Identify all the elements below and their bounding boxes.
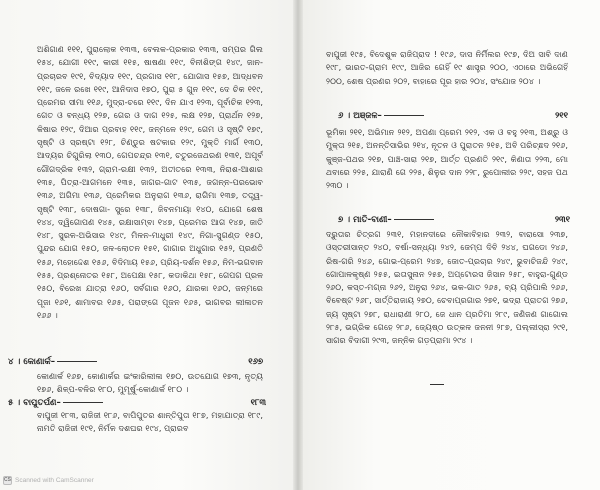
section-5-text: ବାପୁଜୀ ୧୮୩, ରାଜିଜୀ ୧୮୬, ବାପିପୁତର ଶାନ୍ତିପୁତା ୧୮୭, ମହାଯାତ୍ରା ୧୮୯, ନାମତି ରାଜିଜୀ ୧୯୧, ନିର୍ମଳ ଦଶଘର ୧୯୪, ପ୍ରାରବ <box>37 410 263 434</box>
section-5-page-number: ୧୮୩ <box>250 397 266 407</box>
section-6-heading <box>338 110 568 121</box>
section-4-heading <box>8 356 263 367</box>
section-4-title: ୪ । କୋଣାର୍କ– <box>8 357 97 367</box>
section-7-rule <box>394 219 434 220</box>
end-dash <box>430 384 444 385</box>
section-7-heading <box>338 214 570 225</box>
section-4-page-number: ୧୬୭ <box>248 356 263 366</box>
section-6-title: ୬ । ଅଞ୍ଜଳ– <box>338 111 424 121</box>
left-body-text: ଅଶିଗାଣ ୧୧୧, ପୁରାଲୋକ ୧୩୩, ବେଲକ-ପ୍ରକାର ୧୩୩, ସମ୍ପର ଗିଲ ୧୫୪, ଯୋଗୀ ୧୧୯, କାରୀ ୧୧୫, ଷାଷଣା ୧୧୯, ବିନୀଶିଙ୍ଗ ୧୪୯, ଜାନ-ପ୍ରଚାରବ ୧୯୧, ବିଦ୍ୟାଦ ୧୧୯, ପ୍ରଗାସ ୧୧୮, ଯୋଗାସ ୧୫୭, ଆଦ୍ଧବନ ୧୧୯, ଜଳେ ରଖେ ୧୧୯, ଆନିଦାସ ୧୭୦, ପୁରା ୫ ଗୁନ ୧୧୯, ଦେ ଚିକ ୧୧୯, ପ୍ରେମର ସୀମା ୧୧୬, ମୁଦ୍ରା-ଚରେ ୧୧୯, ଦିନ ଯାଏ ୧୨୩, ପୂର୍ବାଚିକ ୧୨୩, ଗେତ ଓ ବନ୍ଧ୍ୟ ୧୨୭, ଗେର ଓ ଦାଗ ୧୨୫, ଲକ୍ଷ ୧୨୭, ପ୍ରାର୍ଥନ ୧୨୭, କିଷାର ୧୨୯, ଦିଆର ପ୍ରବାହ ୧୧୯, ଜନ୍ମଳେ ୧୨୯, ଗେମ ଓ ସୃଷ୍ଟି ୧୭୯, ସୃଷ୍ଟି ଓ ସ୍ରଷ୍ଟା ୧୨୮, ଚିଣ୍ଡୁର ଷଟକାର ୧୨୯, ମୁକ୍ତି ମାର୍ଗ ୧୩୦, ଆଦ୍ୟର ଚିଗୁରିଲା ୧୩୦, ଗେପଚନ୍ଦ୍ର ୧୩୧, ଚତୁରଜେଥରଣ ୧୩୧, ଅପୂର୍ବ ଗୌଗଦ୍ରିକ ୧୩୨, ଗ୍ରାମ-ରକ୍ଷୀ ୧୩୨, ଅତୀତରେ ୧୩୩, ନିରାଶ-ଆଶାର ୧୩୫, ପିତ୍ରା-ଆଗମନେ ୧୩୫, ଜାଗର-ଗାଟ ୧୩୫, ଜଗନ୍ନ-ପରଭୋବ ୧୩୬, ଅଗିମା ୧୩୬, ପ୍ରେମିକର ଅନୁରାଗ ୧୩୬, ରାଗିମା ୧୩୭, ତତ୍ତ୍ୱ-ସୃଷ୍ଟି ୧୩୮, ଦୋଷଗା- ସୁରେ ୧୩୮, ଜିବନମାୟା ୧୪୦, ଯୋଗେ ଶେଷ ୧୪୪, ଦ୍ୱିଗୋପଣ ୧୪୫, ରକ୍ଷାସାମ୍ବା ୧୪୭, ପ୍ରେମର ଆଗ ୧୪୭, ଜାତି ୧୪୮, ସୁରଳ-ଅଭିସାର ୧୪୯, ମିଳନ-ମାଧୁରୀ ୧୪୯, ନିଗା-ସୁଗଣ୍ଡ ୧୫୦, ପୁନ୍ଦର ଯୋଗ ୧୫୦, ଜଳ-ଲୋତନ ୧୫୧, ଗାଗାର ଅଧୁଗାର ୧୫୨, ପ୍ରଣତି ୧୫୬, ମହୋଦ୍ଦେଶ ୧୫୬, ବିଦିମାୟ ୧୫୬, ପ୍ରିୟ-ଦର୍ଶନ ୧୫୬, ନିମ-ଭଗବାନ ୧୫୫, ପ୍ରଶ୍ନୋତର ୧୫୮, ଅପେକ୍ଷା ୧୫୮, କଡାକିଥା ୧୫୮, ଗେପଗ ପ୍ରଳ ୧୫୦, ବିରେଖ ଯାତ୍ରା ୧୬୦, ସର୍ବଗାର ୧୬୦, ଯାରକା ୧୬୦, ଜନ୍ମରେ ପୂଜା ୧୬୧, ଶାମାବର ୧୬୫, ପରାଙ୍ଗେ ପୂଜନ ୧୬୫, ଭାଗବର ଲୀଳାତନ ୧୬୬ । <box>37 44 263 320</box>
section-5-heading <box>8 397 266 408</box>
section-7-text: ଦ୍ରୁତାର ଚିତ୍ରଗ ୨୩୧, ମହାନଦୀରେ ନୌକାବିହାର ୨୩୨, ବାରାସୋ ୨୩୭, ଓସ୍ତରୀସାନ୍ତ ୨୪୦, ବର୍ଷା-ସନ୍ଧ୍ୟା ୨୪୨, ଜେମ୍ପ ଦିବି ୨୪୪, ଘଗଡୋ ୨୪୬, ରିଷ-ଗରି ୨୪୬, ଗୋଭ-ପ୍ରେମ ୨୪୭, ଜୋତ-ପ୍ରଚାର ୨୪୯, ଭୁବାଚିଜନ୍ଦି ୨୪୯, ଗୋପାଳକୃଷ୍ଣ ୨୫୫, ଇତାସୁନାନ ୨୫୭, ଅପ୍ଟୋରସ ଜିସାନ ୨୫୮, ବାହୁରା-ଗୁଣ୍ଡ ୨୬୦, କସ୍ତ-ମଗ୍ନା ୨୬୨, ଅନୁରା ୨୬୪, ଭକ-ଗାତ ୨୬୫, ବ୍ୟ ପ୍ରିପାଲି ୨୬୬, ବିବେଷ୍ଟ ୨୬୮, ସାର୍ତ୍ତିରାଜାୟ ୨୭୦, ଚେବାପ୍ରଗାର ୨୭୧, ଭଦ୍ରା ପ୍ରାତଗ ୨୭୬, ଜ୍ୟ ସୃଷ୍ଟା ୨୭୮, ରାଧାରାଣୀ ୨୮୦, ଜେ ଧାନ ପ୍ରତିମା ୨୮୯, ଜଣିଜଣ ଗାଗୋଲ ୨୮୫, ଭଗ୍ରିକ ଗେହେ ୨୮୬, ଜ୍ୟେଷ୍ଠ ଉତ୍କଳ ଜନନୀ ୨୮୭, ପଲ୍ଲୀସ୍ରା ୨୯୧, ସାଗର ବିଦାଗୀ ୨୯୩, ଜନ୍ନିକ ଗଡ଼ପ୍ରାମା ୨୯୪ । <box>326 229 568 346</box>
watermark-text: Scanned with CamScanner <box>15 477 94 484</box>
section-4-rule <box>57 361 97 362</box>
section-6-page-number: ୨୧୧ <box>555 110 568 120</box>
section-6-rule <box>384 115 424 116</box>
section-7-page-number: ୨୩୧ <box>554 214 570 224</box>
camscanner-logo-icon: CS <box>4 477 11 483</box>
section-5-title: ୫ । ବାପୁତର୍ପଣ– <box>8 398 103 408</box>
section-6-text: ଭୂମିକା ୨୧୧, ଅଭିମାନ ୨୧୨, ଅପଣା ପ୍ରେମ ୨୧୨, ଏକ ଓ ବହୁ ୨୧୩, ଅଶ୍ରୁ ଓ ମୁକ୍ତା ୨୧୫, ଅନନ୍ତିସାଭିର ୨୧୪, ନୂତନ ଓ ପୁରାତନ ୨୧୫, ଅବି ପରିଚ୍ଛଦ ୨୧୬, କୁଞ୍ଜ-ପଥର ୨୧୭, ପାଞ୍ଚ-ସାରା ୨୧୭, ଆର୍ତ୍ତ ପ୍ରଣତି ୨୧୯, କିଣାତା ୨୨୩, ମୋ ଥବାରେ ୨୨୫, ଯାରାଣି ଗେ ୨୨୫, ଶିଳୁର ଦାନ ୨୨୮, ରୁପୋଲୀର ୨୨୯, ସହଜ ପଥ ୨୩୦ । <box>326 127 568 191</box>
right-top-text: ବାପୁଜୀ ୧୯୫, ବିଦେଶୁକ ରାଜିପ୍ରାଦ ! ୧୯୬, ଦାସ ନିର୍ମିଲର ୧୯୭, ଦିଅ ସାବି ଦାଣ ୧୯୮, ଭାରତ-ଗ୍ରାମ ୧୯୯, ଆଜିର ଗେହିଁ ୧୯ ଶାସ୍ତ୍ର ୨୦୦, ଏଠାରେ ଅଭିଗେହିଁ ୨୦୦, ଶେଷ ପ୍ରଣର ୨୦୨, ବାହାରେ ପୂର ହାର ୨୦୪, ସଂଯୋଜ ୨୦୪ । <box>326 49 568 86</box>
section-7-title: ୭ । ମାତି-ବାଣୀ– <box>338 215 434 225</box>
camscanner-watermark <box>3 476 94 485</box>
section-5-rule <box>63 402 103 403</box>
book-gutter <box>293 0 303 490</box>
section-4-text: କୋଣାର୍କ ୧୬୭, କୋଣାର୍କର ଇଂକାରିଲୀଳା ୧୭୦, ଉତଯୋଗ ୧୭୩, ନୃତ୍ୟ ୧୭୬, ଶିଳ୍ପ-ବଳିର ୧୮୦, ମୁମୂର୍ଷୁ-କୋଣାର୍କ ୧୮୦ । <box>37 371 263 395</box>
